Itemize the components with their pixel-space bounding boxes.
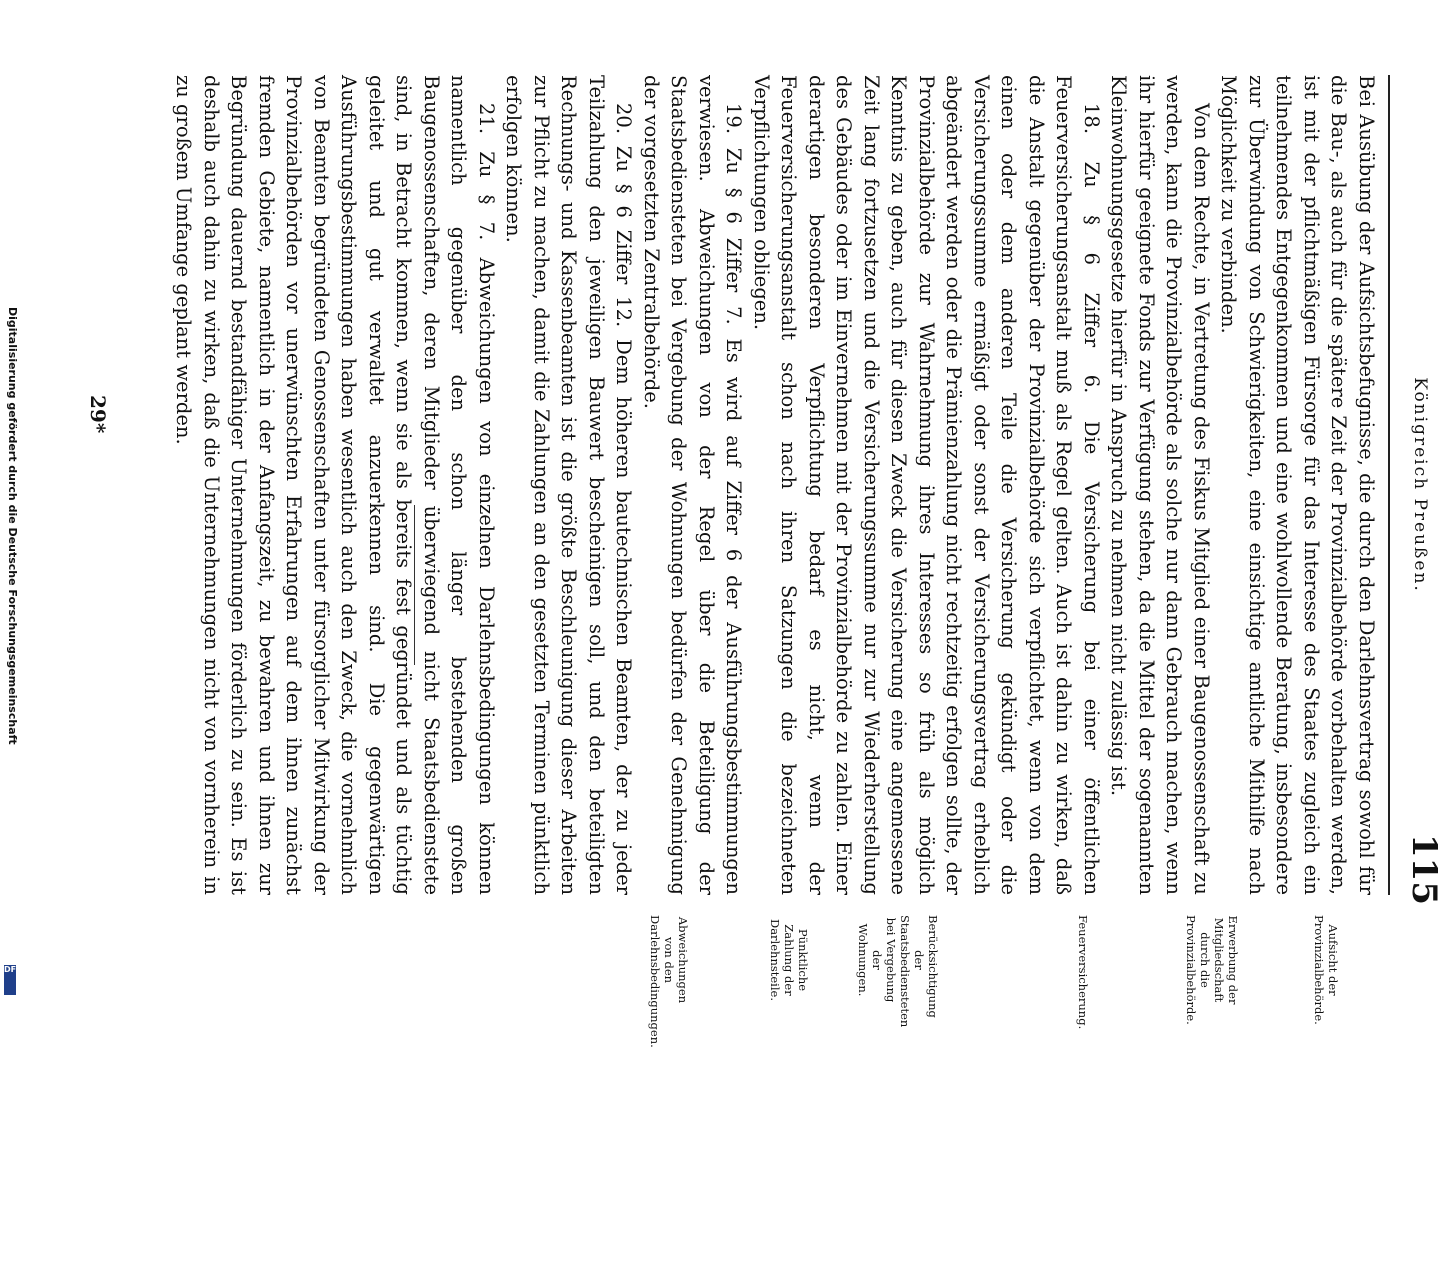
marginal-note: Erwerbung der Mitgliedschaft durch die Provinzialbehörde. xyxy=(1184,915,1240,1025)
dfg-logo: DFG xyxy=(4,965,16,995)
section-divider xyxy=(414,505,415,665)
paragraph: 21. Zu § 7. Abweichungen von einzelnen Darlehnsbedingungen können namentlich gegenüber den schon länger bestehenden großen Baugenossenschaften, deren Mitglieder überwiegend nicht Staatsbedienstete sind, in Betracht kommen, wenn sie als bereits fest gegründet und als tüchtig geleitet und gut verwaltet anzuerkennen sind. Die gegenwärtigen Ausführungsbestimmungen haben wesentlich auch den Zweck, die vornehmlich von Beamten begründeten Genossenschaften unter fürsorglicher Mitwirkung der Provinzialbehörden vor unerwünschten Erfahrungen auf dem ihnen zunächst fremden Gebiete, namentlich in der Anfangszeit, zu bewahren und ihnen zur Begründung dauernd bestandfähiger Unternehmungen förderlich zu sein. Es ist deshalb auch dahin zu wirken, daß die Unternehmungen nicht von vornherein in zu großem Umfange geplant werden. xyxy=(172,75,498,895)
marginal-note: Abweichungen von den Darlehnsbedingungen. xyxy=(648,915,690,1048)
marginal-note: Feuerversicherung. xyxy=(1076,915,1090,1030)
paragraph: Bei Ausübung der Aufsichtsbefugnisse, die durch den Darlehnsvertrag sowohl für die Bau-, als auch für die spätere Zeit der Provinzialbehörde vorbehalten werden, ist mit der pflichtmäßigen Fürsorge für das Interesse des Staates zugleich ein teilnehmendes Entgegenkommen und eine wohlwollende Beratung, insbesondere zur Überwindung von Schwierigkeiten, eine einsichtige amtliche Mithilfe nach Möglichkeit zu verbinden. xyxy=(1217,75,1378,895)
paragraph: Von dem Rechte, in Vertretung des Fiskus Mitglied einer Baugenossenschaft zu werden, kann die Provinzialbehörde als solche nur dann Gebrauch machen, wenn ihr hierfür geeignete Fonds zur Verfügung stehen, da die Mittel der sogenannten Kleinwohnungsgesetze hierfür in Anspruch zu nehmen nicht zulässig ist. xyxy=(1107,75,1213,895)
signature-mark: 29* xyxy=(86,395,110,434)
page-header xyxy=(1388,75,1444,905)
paragraph: 20. Zu § 6 Ziffer 12. Dem höheren bautechnischen Beamten, der zu jeder Teilzahlung den jeweiligen Bauwert bescheinigen soll, und den beteiligten Rechnungs- und Kassenbeamten ist die größte Beschleunigung dieser Arbeiten zur Pflicht zu machen, damit die Zahlungen an den gesetzten Terminen pünktlich erfolgen können. xyxy=(502,75,636,895)
credit-text: Digitalisierung gefördert durch die Deutsche Forschungsgemeinschaft xyxy=(6,307,19,745)
digitization-credit xyxy=(2,0,23,1000)
marginal-note: Aufsicht der Provinzialbehörde. xyxy=(1312,915,1340,1025)
paragraph: 18. Zu § 6 Ziffer 6. Die Versicherung bei einer öffentlichen Feuerversicherungsanstalt muß als Regel gelten. Auch ist dahin zu wirken, daß die Anstalt gegenüber der Provinzialbehörde sich verpflichtet, wenn von dem einen oder dem anderen Teile die Versicherung gekündigt oder die Versicherungssumme ermäßigt oder sonst der Versicherungsvertrag erheblich abgeändert werden oder die Prämienzahlung nicht rechtzeitig erfolgen sollte, der Provinzialbehörde zur Wahrnehmung ihres Interesses so früh als möglich Kenntnis zu geben, auch für diesen Zweck die Versicherung eine angemessene Zeit lang fortzusetzen und die Versicherungssumme nur zur Wiederherstellung des Gebäudes oder im Einvernehmen mit der Provinzialbehörde zu zahlen. Einer derartigen besonderen Verpflichtung bedarf es nicht, wenn der Feuerversicherungsanstalt schon nach ihren Satzungen die bezeichneten Verpflichtungen obliegen. xyxy=(750,75,1103,895)
paragraph: 19. Zu § 6 Ziffer 7. Es wird auf Ziffer 6 der Ausführungsbestimmungen verwiesen. Abweichungen von der Regel über die Beteiligung der Staatsbediensteten bei Vergebung der Wohnungen bedürfen der Genehmigung der vorgesetzten Zentralbehörde. xyxy=(640,75,746,895)
marginal-note: Berücksichtigung der Staatsbediensteten bei Vergebung der Wohnungen. xyxy=(856,915,940,1028)
body-text xyxy=(170,75,1380,895)
marginal-note: Pünktliche Zahlung der Darlehnsteile. xyxy=(768,918,810,1002)
page-number: 115 xyxy=(1404,834,1444,905)
running-head: Königreich Preußen. xyxy=(1410,377,1430,593)
